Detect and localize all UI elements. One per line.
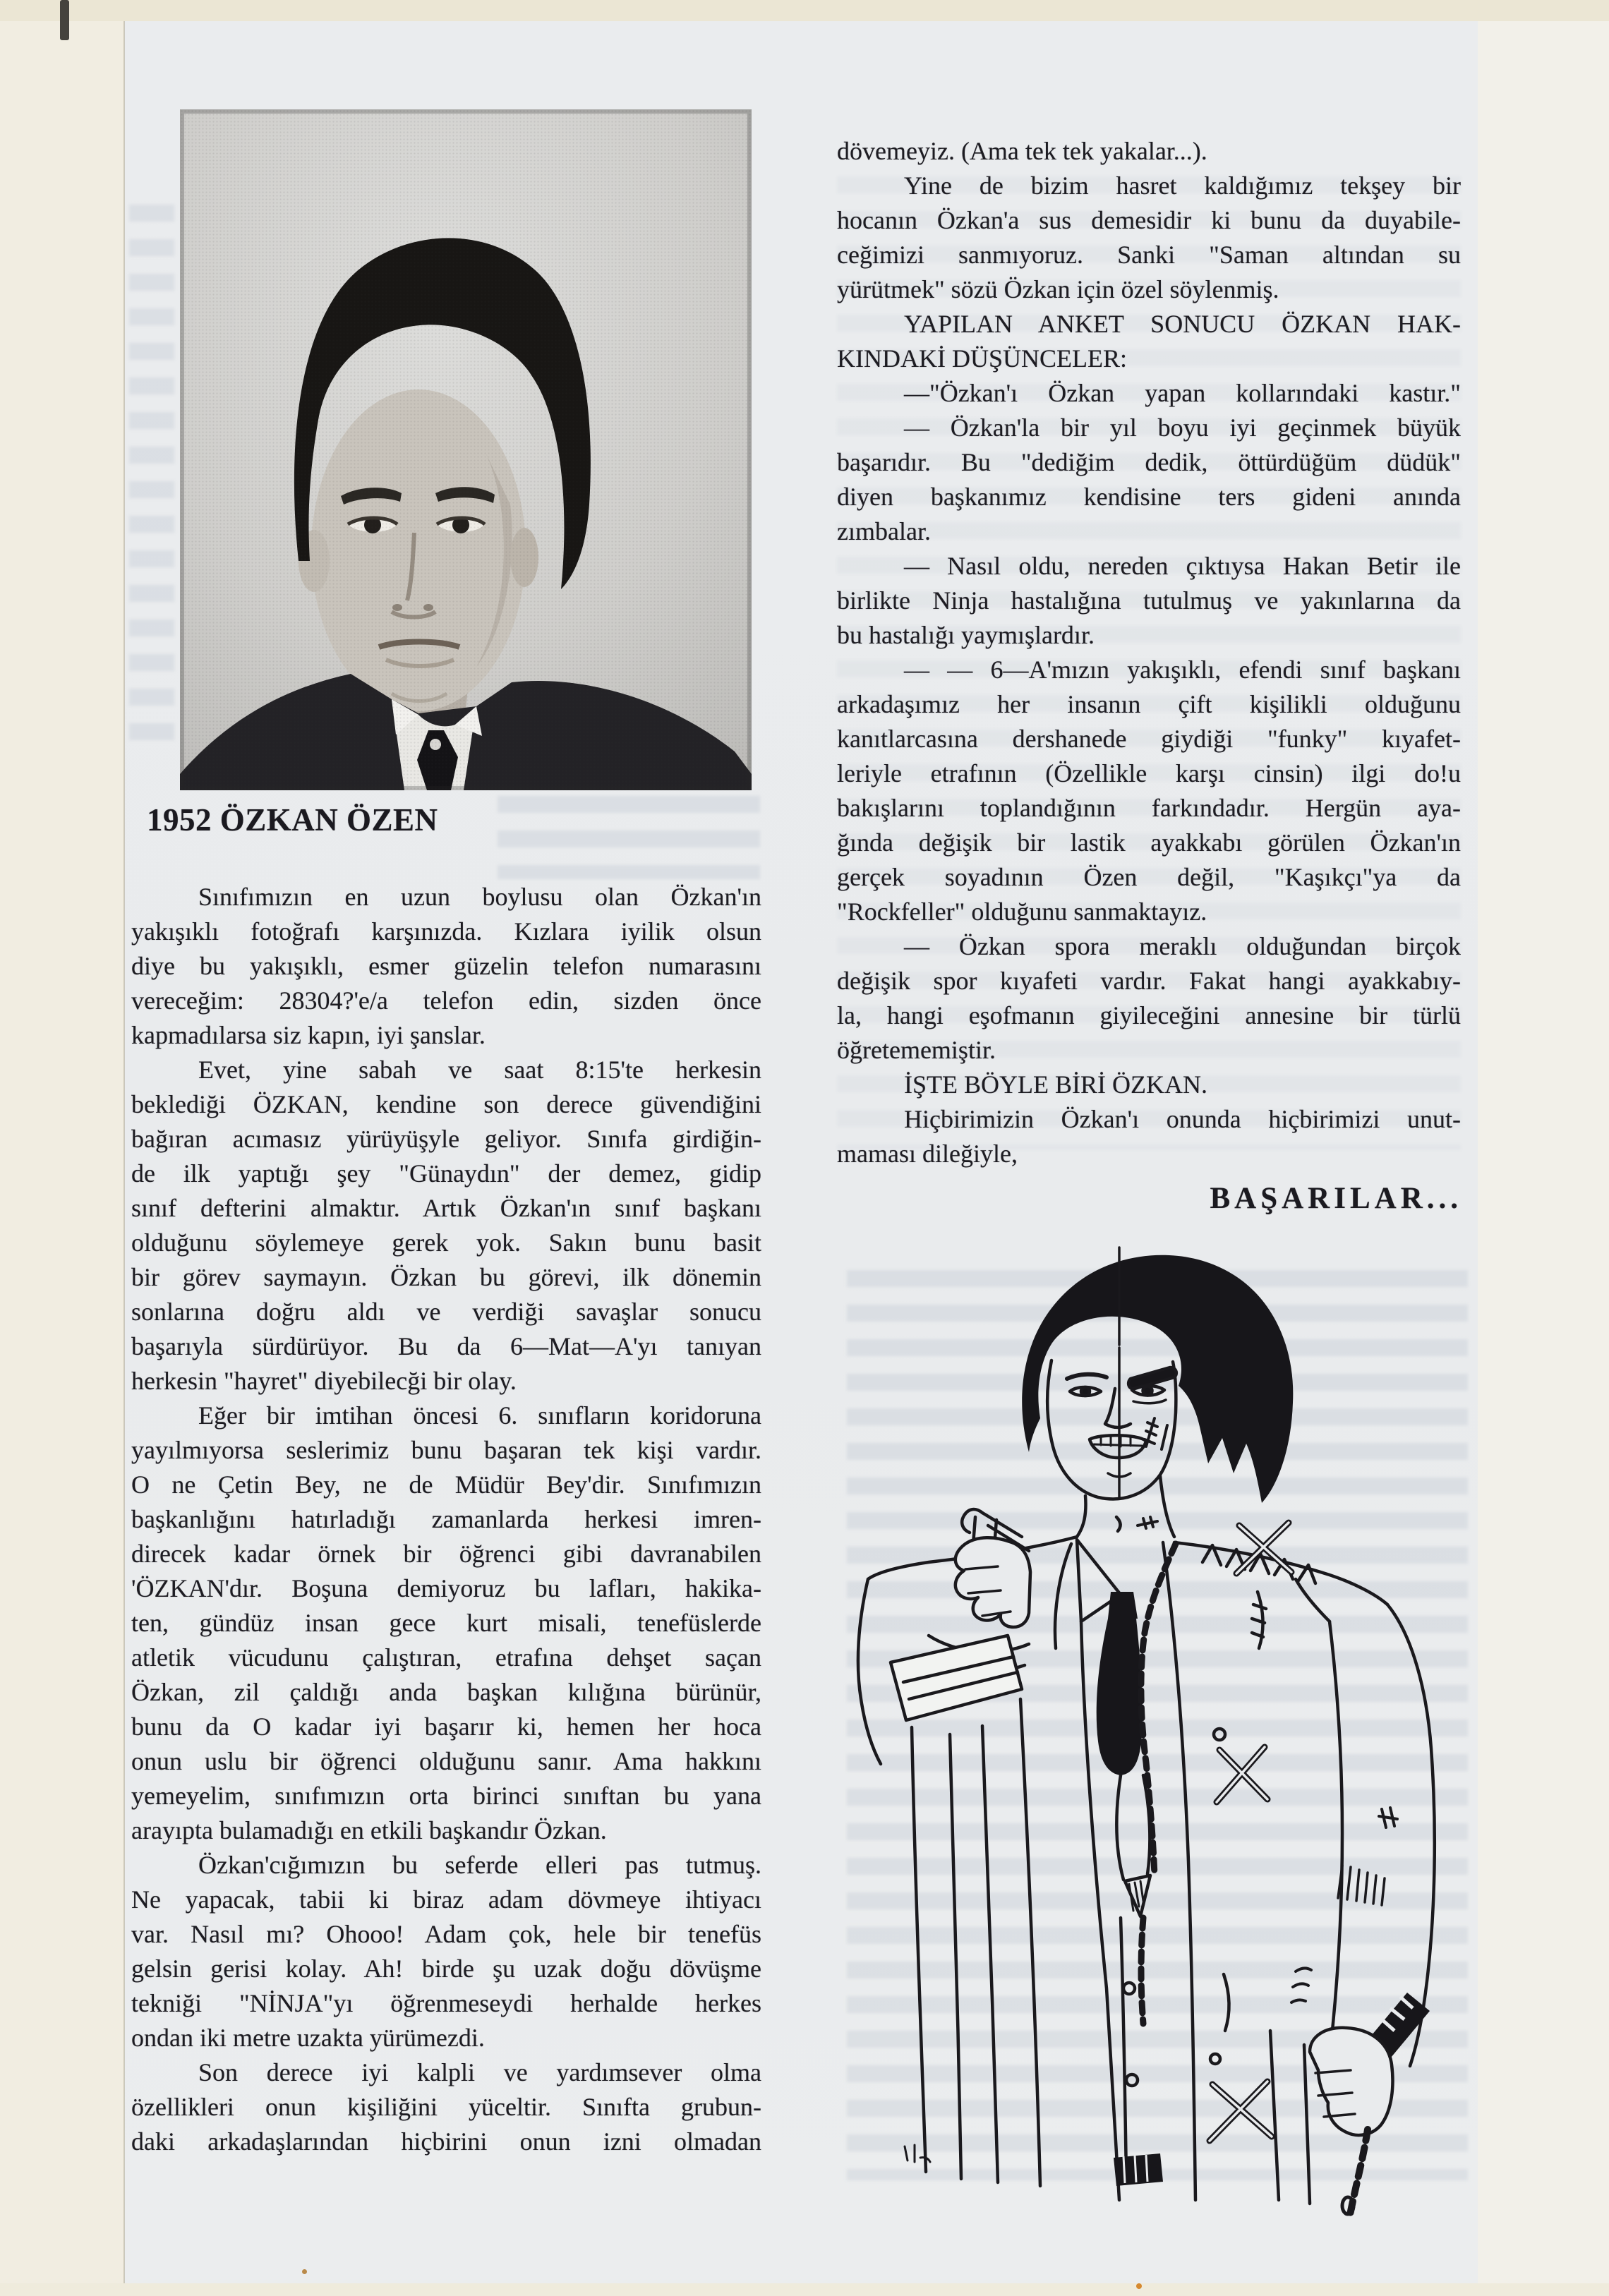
text-line: İŞTE BÖYLE BİRİ ÖZKAN. [904, 1070, 1207, 1099]
text-line: gerçek soyadının Özen değil, "Kaşıkçı"ya da [837, 863, 1461, 891]
text-line: dövemeyiz. (Ama tek tek yakalar...). [837, 137, 1207, 165]
text-line: başarıyla sürdürüyor. Bu da 6—Mat—A'yı tanıyan [131, 1332, 761, 1360]
bleed-through-text [129, 205, 174, 755]
text-line: Evet, yine sabah ve saat 8:15'te herkesin [198, 1056, 761, 1084]
text-line: hocanın Özkan'a sus demesidir ki bunu da duyabile- [837, 206, 1461, 234]
portrait-photo [180, 109, 752, 790]
text-line: beklediği ÖZKAN, kendine son derece güvendiğini [131, 1090, 761, 1118]
text-line: ten, gündüz insan gece kurt misali, tenefüslerde [131, 1609, 761, 1637]
text-line: yürütmek" sözü Özkan için özel söylenmiş. [837, 275, 1279, 303]
text-line: herkesin "hayret" diyebilecği bir olay. [131, 1367, 517, 1395]
ink-speck [1136, 2283, 1142, 2289]
page-left-margin [0, 0, 124, 2296]
text-line: birlikte Ninja hastalığına tutulmuş ve yakınlarına da [837, 586, 1461, 615]
text-line: — — 6—A'mızın yakışıklı, efendi sınıf başkanı [904, 655, 1461, 684]
text-line: başarıdır. Bu "dediğim dedik, öttürdüğüm düdük" [837, 448, 1461, 476]
text-line: leriyle etrafının (Özellikle karşı cinsin) ilgi do!u [837, 759, 1461, 787]
text-line: — Nasıl oldu, nereden çıktıysa Hakan Betir ile [904, 552, 1461, 580]
text-line: YAPILAN ANKET SONUCU ÖZKAN HAK- [904, 310, 1461, 338]
text-line: arayıpta bulamadığı en etkili başkandır Özkan. [131, 1816, 607, 1844]
text-line: — Özkan spora meraklı olduğundan birçok [904, 932, 1461, 960]
text-line: sınıf defterini almaktır. Artık Özkan'ın sınıf başkanı [131, 1194, 761, 1222]
text-line: zımbalar. [837, 517, 931, 545]
scan-corner-mark [60, 0, 69, 40]
ink-speck [302, 2269, 307, 2274]
text-line: Hiçbirimizin Özkan'ı onunda hiçbirimizi unut- [904, 1105, 1461, 1133]
text-line: diyen başkanımız kendisine ters gideni anında [837, 483, 1461, 511]
text-line: O ne Çetin Bey, ne de Müdür Bey'dir. Sınıfımızın [131, 1470, 761, 1499]
text-line: kanıtlarcasına dershanede giydiği "funky" kıyafet- [837, 725, 1461, 753]
text-line: onun uslu bir öğrenci olduğunu sanır. Ama hakkını [131, 1747, 761, 1775]
text-line: arkadaşımız her insanın çift kişilikli olduğunu [837, 690, 1461, 718]
text-line: 'ÖZKAN'dır. Boşuna demiyoruz bu lafları, hakika- [131, 1574, 761, 1602]
text-line: — Özkan'la bir yıl boyu iyi geçinmek büyük [904, 413, 1461, 442]
photo-caption: 1952 ÖZKAN ÖZEN [147, 802, 438, 838]
text-line: ondan iki metre uzakta yürümezdi. [131, 2024, 485, 2052]
text-line: atletik vücudunu çalıştıran, etrafına dehşet saçan [131, 1643, 761, 1672]
text-line: KINDAKİ DÜŞÜNCELER: [837, 344, 1127, 373]
text-line: gelsin gerisi kolay. Ah! birde şu uzak doğu dövüşme [131, 1954, 761, 1983]
text-line: bunu da O kadar iyi başarır ki, hemen her hoca [131, 1712, 761, 1741]
text-line: direcek kadar örnek bir öğrenci gibi davranabilen [131, 1540, 761, 1568]
text-line: tekniği "NİNJA"yı öğrenmeseydi herhalde herkes [131, 1989, 761, 2017]
text-line: bir görev saymayın. Özkan bu görevi, ilk dönemin [131, 1263, 761, 1291]
gutter-line [123, 21, 125, 2283]
caricature-drawing [843, 1240, 1509, 2228]
text-line: bakışlarını toplandığının farkındadır. Hergün aya- [837, 794, 1461, 822]
text-line: ğında değişik bir lastik ayakkabı görülen Özkan'ın [837, 828, 1461, 857]
text-line: sonlarına doğru aldı ve verdiği savaşlar sonucu [131, 1298, 761, 1326]
text-line: Sınıfımızın en uzun boylusu olan Özkan'ın [198, 883, 761, 911]
left-column [131, 880, 761, 2159]
text-line: olduğunu söylemeye gerek yok. Sakın bunu basit [131, 1228, 761, 1257]
text-line: yayılmıyorsa seslerimiz bunu başaran tek kişi vardır. [131, 1436, 761, 1464]
text-line: Eğer bir imtihan öncesi 6. sınıfların koridoruna [198, 1401, 761, 1430]
text-line: Son derece iyi kalpli ve yardımsever olma [198, 2058, 761, 2086]
text-line: daki arkadaşlarından hiçbirini onun izni olmadan [131, 2127, 761, 2156]
text-line: Özkan, zil çaldığı anda başkan kılığına bürünür, [131, 1678, 761, 1706]
text-line: kapmadılarsa siz kapın, iyi şanslar. [131, 1021, 486, 1049]
text-line: başkanlığını hatırladığı zamanlarda herkesi imren- [131, 1505, 761, 1533]
text-line: bağıran acımasız yürüyüşyle geliyor. Sınıfa girdiğin- [131, 1125, 761, 1153]
text-line: değişik spor kıyafeti vardır. Fakat hangi ayakkabıy- [837, 967, 1461, 995]
text-line: ceğimizi sanmıyoruz. Sanki "Saman altından su [837, 241, 1461, 269]
text-line: Yine de bizim hasret kaldığımız tekşey bir [904, 171, 1461, 200]
text-line: bu hastalığı yaymışlardır. [837, 621, 1095, 649]
text-line: "Rockfeller" olduğunu sanmaktayız. [837, 898, 1207, 926]
right-column [837, 134, 1461, 1171]
text-line: Ne yapacak, tabii ki biraz adam dövmeye ihtiyacı [131, 1885, 761, 1914]
text-line: yakışıklı fotoğrafı karşınızda. Kızlara iyilik olsun [131, 917, 761, 945]
text-line: de ilk yaptığı şey "Günaydın" der demez, gidip [131, 1159, 761, 1188]
text-line: var. Nasıl mı? Ohooo! Adam çok, hele bir tenefüs [131, 1920, 761, 1948]
text-line: yemeyelim, sınıfımızın orta birinci sınıftan bu yana [131, 1782, 761, 1810]
page-bottom-edge [0, 2283, 1609, 2296]
text-line: —"Özkan'ı Özkan yapan kollarındaki kastır." [904, 379, 1461, 407]
text-line: özellikleri onun kişiliğini yüceltir. Sınıfta grubun- [131, 2093, 761, 2121]
text-line: Özkan'cığımızın bu seferde elleri pas tutmuş. [198, 1851, 761, 1879]
text-line: öğretememiştir. [837, 1036, 996, 1064]
text-line: la, hangi eşofmanın giyileceğini annesine bir türlü [837, 1001, 1461, 1029]
text-line: diye bu yakışıklı, esmer güzelin telefon numarasını [131, 952, 761, 980]
closing-note: BAŞARILAR... [1210, 1182, 1462, 1215]
page-top-edge [0, 0, 1609, 21]
text-line: vereceğim: 28304?'e/a telefon edin, sizden önce [131, 986, 761, 1015]
text-line: maması dileğiyle, [837, 1140, 1018, 1168]
